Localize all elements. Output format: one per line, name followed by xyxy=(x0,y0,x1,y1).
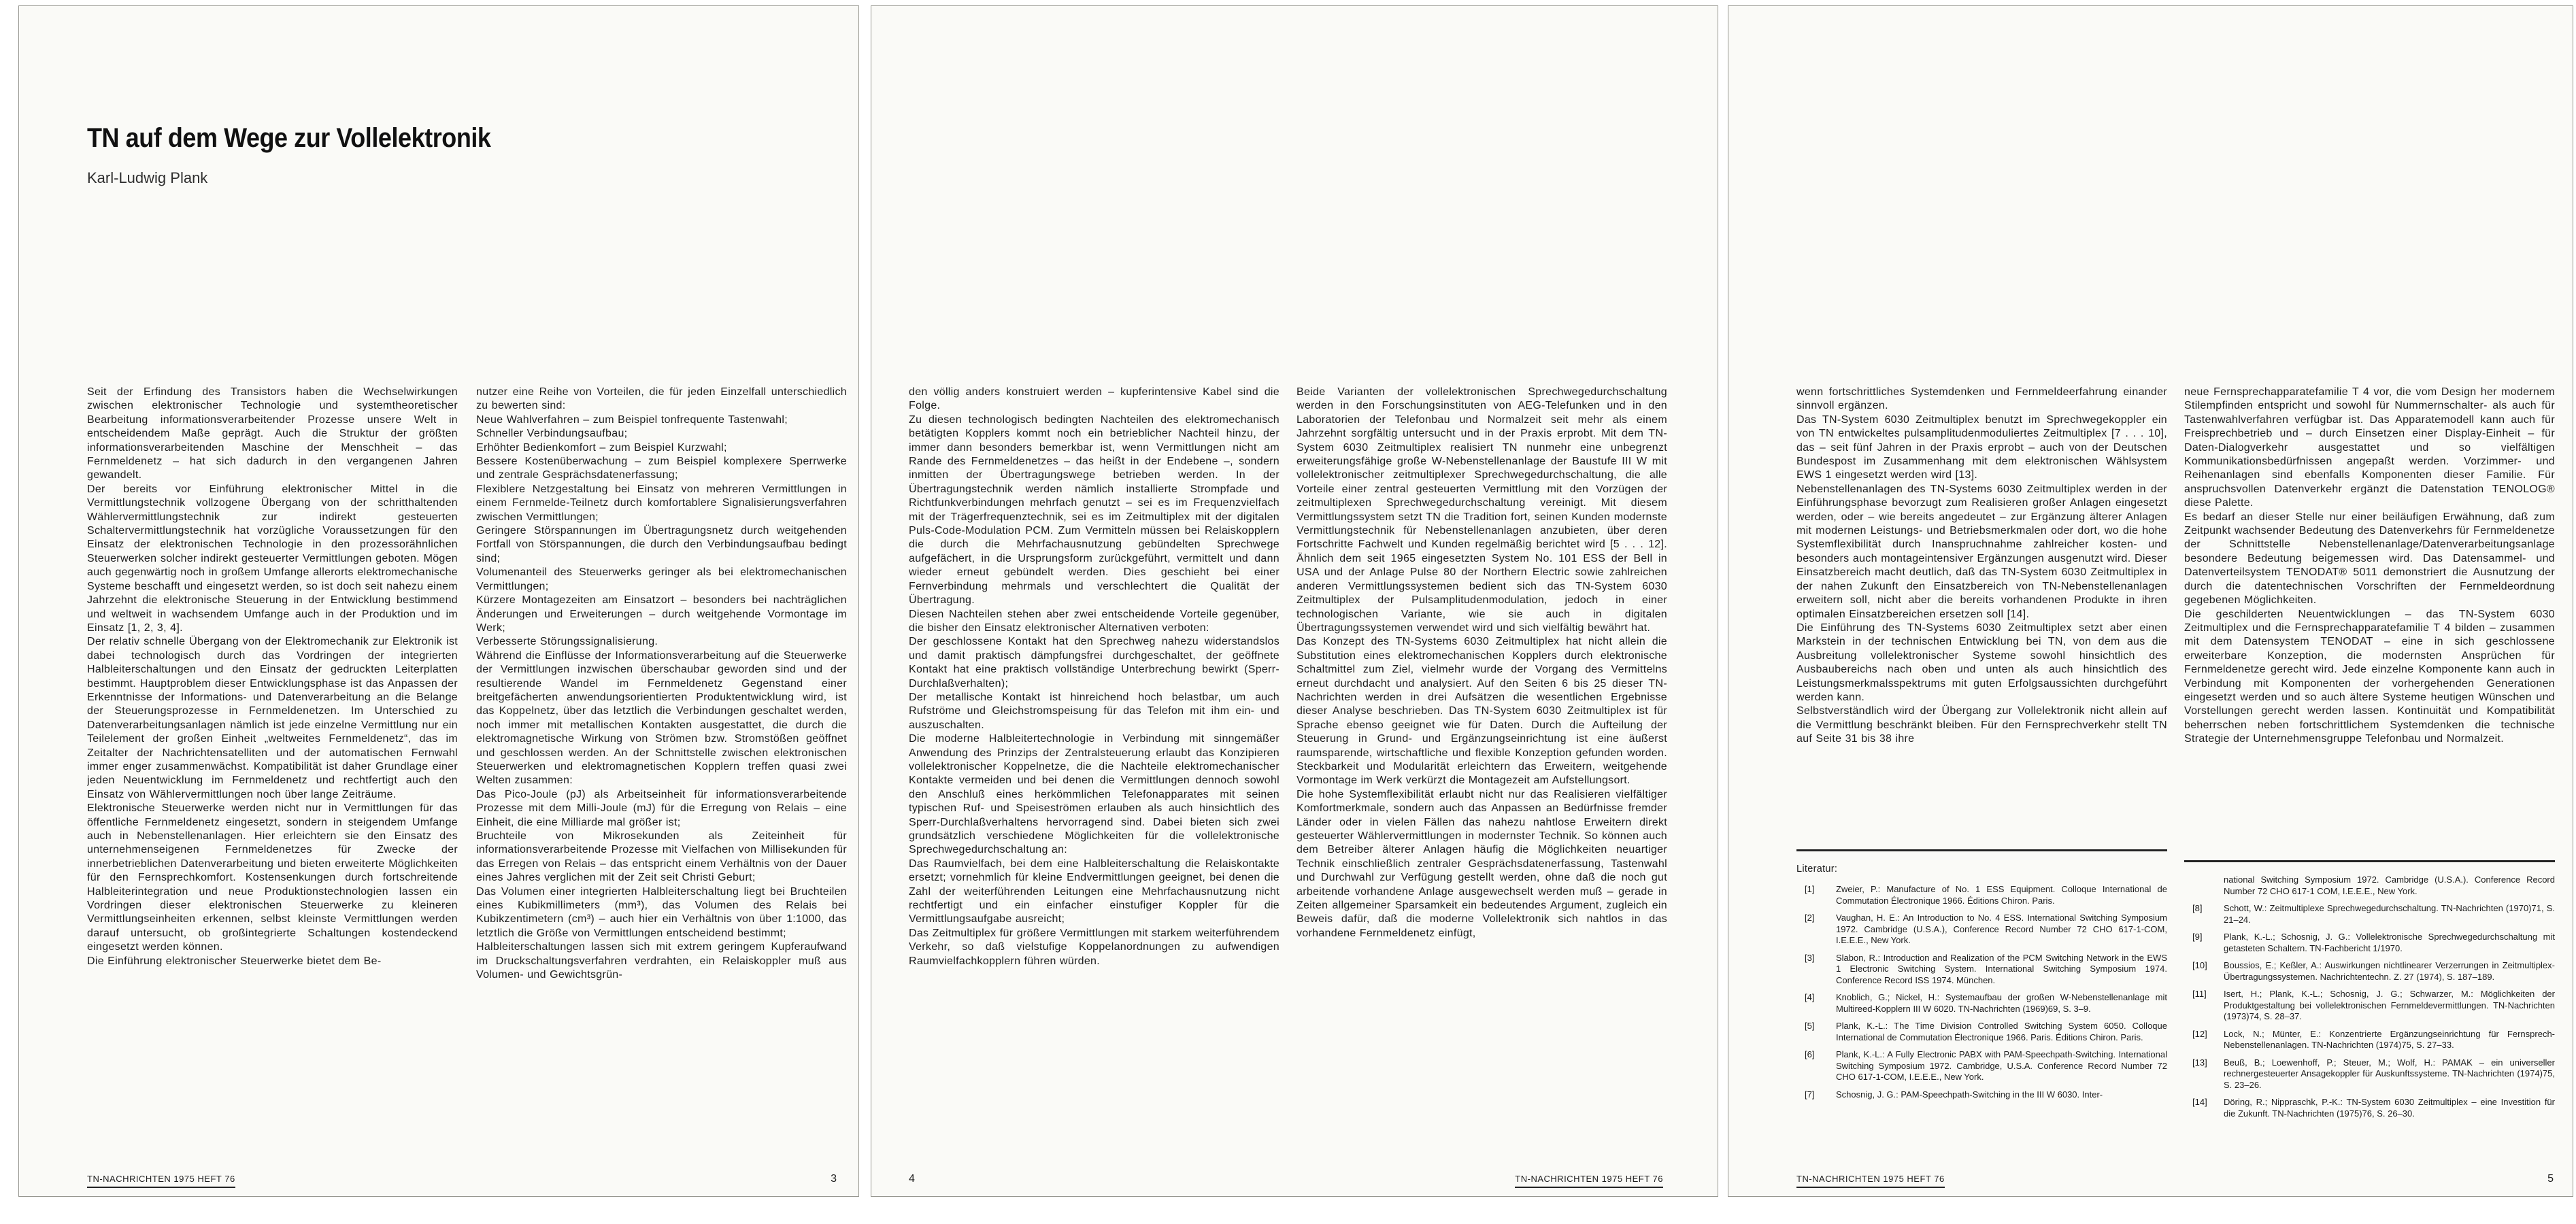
article-author: Karl-Ludwig Plank xyxy=(87,169,208,186)
paragraph: Volumenanteil des Steuerwerks geringer als bei elektromechanischen Vermittlungen; xyxy=(476,566,847,592)
journal-footer-label: TN-NACHRICHTEN 1975 HEFT 76 xyxy=(87,1174,235,1188)
paragraph: Elektronische Steuerwerke werden nicht nur in Vermittlungen für das öffentliche Fernmeldenetz eingesetzt, sondern in steigendem Umfange auch in Nebenstellenanlagen. Hier erleichtern sie den Einsatz des unternehmenseigenen Fernmeldenetzes für Zwecke der innerbetrieblichen Datenverarbeitung und bieten erweiterte Möglichkeiten für den Fernsprechkomfort. Kostensenkungen durch fortschreitende Halbleiterintegration und neue Produktionstechnologien lassen ein Vordringen dieser elektronischen Steuerwerke zu kleineren Vermittlungseinheiten erkennen, selbst kleinste Vermittlungen werden darauf untersucht, ob großintegrierte Schaltungen kostendeckend eingesetzt werden können. xyxy=(87,802,458,953)
reference-list-1 xyxy=(1796,884,2167,1100)
paragraph: Das Pico-Joule (pJ) als Arbeitseinheit für informationsverarbeitende Prozesse mit dem Milli-Joule (mJ) für die Erregung von Relais – eine Einheit, die eine Milliarde mal größer ist; xyxy=(476,788,847,828)
paragraph: Das Volumen einer integrierten Halbleiterschaltung liegt bei Bruchteilen eines Kubikmillimeters (mm³), das Volumen des Relais bei Kubikzentimetern (cm³) – auch hier ein Verhältnis von über 1:1000, das letztlich die Größe von Vermittlungen entscheidend bestimmt; xyxy=(476,885,847,939)
paragraph: Die Einführung elektronischer Steuerwerke bietet dem Be- xyxy=(87,955,382,967)
reference-label: [1] xyxy=(1805,884,1815,894)
reference-text: Plank, K.-L.: A Fully Electronic PABX with PAM-Speechpath-Switching. International Switching Symposium 1972. Cambridge, U.S.A. Conference Record Number 72 CHO 617-1-COM, I.E.E.E., New York. xyxy=(1836,1049,2167,1082)
literature-heading: Literatur: xyxy=(1796,864,1838,874)
paragraph: Diesen Nachteilen stehen aber zwei entscheidende Vorteile gegenüber, die bisher den Einsatz elektronischer Alternativen verboten: xyxy=(909,608,1279,634)
reference-item xyxy=(2184,989,2555,1023)
reference-item xyxy=(2184,903,2555,925)
reference-label: [3] xyxy=(1805,952,1815,963)
reference-text: national Switching Symposium 1972. Cambridge (U.S.A.). Conference Record Number 72 CHO 617-1 COM, I.E.E.E., New York. xyxy=(2224,874,2555,896)
reference-label: [13] xyxy=(2192,1057,2207,1068)
literature-section-col2 xyxy=(2184,860,2555,1125)
reference-text: Beuß, B.; Loewenhoff, P.; Steuer, M.; Wolf, H.: PAMAK – ein universeller rechnergesteuerter Ansagekoppler für Auskunftssysteme. TN-Nachrichten (1974)75, S. 23–26. xyxy=(2224,1057,2555,1090)
page-number: 3 xyxy=(831,1173,837,1185)
reference-item xyxy=(1796,992,2167,1015)
page-5 xyxy=(1728,5,2573,1197)
reference-item xyxy=(1796,1089,2167,1101)
reference-label: [9] xyxy=(2192,932,2203,942)
reference-text: Plank, K.-L.; Schosnig, J. G.: Vollelektronische Sprechwegedurchschaltung mit getasteten Schaltern. TN-Fachbericht 1/1970. xyxy=(2224,932,2555,953)
paragraph: Das Raumvielfach, bei dem eine Halbleiterschaltung die Relaiskontakte ersetzt; vornehmlich für kleine Endvermittlungen geeignet, bei denen die Zahl der weiterführenden Leitungen eine Mehrfachausnutzung nicht rechtfertigt und ein einfacher einstufiger Koppler für die Vermittlungsaufgabe ausreicht; xyxy=(909,857,1279,925)
paragraph: neue Fernsprechapparatefamilie T 4 vor, die vom Design her modernem Stilempfinden entspricht und sowohl für Nummernschalter- als auch für Tastenwahlverfahren verfügbar ist. Das Apparatemodell kann auch für Freisprechbetrieb und – durch Einsetzen einer Display-Einheit – für Daten-Dialogverkehr ausgestattet und so vielfältigen Kommunikationsbedürfnissen angepaßt werden. Vorzimmer- und Reihenanlagen sind ebenfalls Komponenten dieser Familie. Für anspruchsvollen Datenverkehr ergänzt die Datenstation TENOLOG® diese Palette. xyxy=(2184,386,2555,509)
reference-text: Lock, N.; Münter, E.: Konzentrierte Ergänzungseinrichtung für Fernsprech-Nebenstellenanlagen. TN-Nachrichten (1974)75, S. 27–33. xyxy=(2224,1028,2555,1050)
journal-footer-label: TN-NACHRICHTEN 1975 HEFT 76 xyxy=(1796,1174,1945,1188)
paragraph: Verbesserte Störungssignalisierung. xyxy=(476,636,658,648)
reference-item xyxy=(1796,953,2167,987)
paragraph: Zu diesen technologisch bedingten Nachteilen des elektromechanisch betätigten Kopplers kommt noch ein betrieblicher Nachteil hinzu, der immer dann besonders bemerkbar ist, wenn Vermittlungen nicht am Rande des Fernmeldenetzes – das heißt in der Endebene –, sondern inmitten der Übertragungswege betrieben werden. In der Übertragungstechnik werden nämlich installierte Strompfade und Richtfunkverbindungen mehrfach genutzt – sei es im Frequenzvielfach mit der Trägerfrequenztechnik, sei es im Zeitmultiplex mit der digitalen Puls-Code-Modulation PCM. Zum Vermitteln müssen bei Relaiskopplern die durch die Mehrfachausnutzung gebündelten Sprechwege aufgefächert, in die Ursprungsform zurückgeführt, vermittelt und dann wieder erneut gebündelt werden. Dies geschieht bei einer Fernverbindung mehrmals und verschlechtert die Qualität der Übertragung. xyxy=(909,413,1279,607)
page5-footer xyxy=(1796,1173,2554,1188)
reference-text: Schosnig, J. G.: PAM-Speechpath-Switching in the III W 6030. Inter- xyxy=(1836,1089,2103,1100)
page-number: 5 xyxy=(2547,1173,2554,1185)
paragraph: Die hohe Systemflexibilität erlaubt nicht nur das Realisieren vielfältiger Komfortmerkmale, sondern auch das Anpassen an Bedürfnisse fremder Länder oder in vielen Fällen das nahezu nahtlose Erweitern direkt gesteuerter Wählervermittlungen in modernster Technik. So können auch dem Betreiber älterer Anlagen häufig die Möglichkeiten neuartiger Technik einschließlich zentraler Gesprächsdatenerfassung, Tastenwahl und Durchwahl zur Verfügung gestellt werden, ohne daß die noch gut arbeitende vorhandene Anlage ausgewechselt werden muß – gerade in Zeiten allgemeiner Sparsamkeit ein bedeutendes Argument, zugleich ein Beweis dafür, daß die moderne Vollelektronik sich nahtlos in das vorhandene Fernmeldenetz einfügt, xyxy=(1297,788,1667,939)
paragraph: den völlig anders konstruiert werden – kupferintensive Kabel sind die Folge. xyxy=(909,386,1279,412)
paragraph: Schneller Verbindungsaufbau; xyxy=(476,428,628,440)
paragraph: Der relativ schnelle Übergang von der Elektromechanik zur Elektronik ist dabei technologisch durch das Vordringen der integrierten Halbleiterschaltungen und den Einsatz der gedruckten Leiterplatten bestimmt. Hauptproblem dieser Entwicklungsphase ist das Anpassen der Erkenntnisse der Informations- und Datenverarbeitung an die Belange der Steuerungsprozesse in Fernmeldenetzen. Im Unterschied zu Datenverarbeitungsanlagen nämlich ist jede einzelne Vermittlung nur ein Teilelement der großen Einheit „weltweites Fernmeldenetz“, das im Zeitalter der Nachrichtensatelliten und der automatischen Fernwahl immer enger zusammenwächst. Kompatibilität ist daher Grundlage einer jeden Neuentwicklung im Fernmeldenetz und rechtfertigt auch den Einsatz von Wählervermittlungen noch über lange Zeiträume. xyxy=(87,636,458,800)
reference-item xyxy=(2184,1029,2555,1051)
paragraph: Die moderne Halbleitertechnologie in Verbindung mit sinngemäßer Anwendung des Prinzips der Zentralsteuerung erlaubt das Konzipieren vollelektronischer Koppelnetze, die die Nachteile elektromechanischer Kontakte vermeiden und bei denen die Vermittlungen dennoch sowohl den Anschluß eines herkömmlichen Telefonapparates mit seinen typischen Ruf- und Speiseströmen erlauben als auch hinsichtlich des Sperr-Durchlaßverhaltens hervorragend sind. Dabei bieten sich zwei grundsätzlich verschiedene Möglichkeiten für die vollelektronische Sprechwegedurchschaltung an: xyxy=(909,733,1279,856)
page4-footer xyxy=(909,1173,1663,1188)
reference-item xyxy=(2184,932,2555,954)
paragraph: wenn fortschrittliches Systemdenken und Fernmeldeerfahrung einander sinnvoll ergänzen. xyxy=(1796,386,2167,412)
paragraph: Die Einführung des TN-Systems 6030 Zeitmultiplex setzt aber einen Markstein in der technischen Entwicklung bei TN, von dem aus die Ausbreitung vollelektronischer Systeme sowohl hinsichtlich des Ausbaubereichs nach oben und unten als auch hinsichtlich des Leistungsmerkmalsspektrums mit guten Erfolgsaussichten durchgeführt werden kann. xyxy=(1796,622,2167,703)
reference-text: Slabon, R.: Introduction and Realization of the PCM Switching Network in the EWS 1 Electronic Switching System. International Switching Symposium 1974. Conference Record ISS 1974. München. xyxy=(1836,952,2167,985)
reference-item xyxy=(1796,913,2167,947)
page5-column-1 xyxy=(1796,386,2167,855)
paragraph: Bessere Kostenüberwachung – zum Beispiel komplexere Sperrwerke und zentrale Gesprächsdatenerfassung; xyxy=(476,456,847,481)
paragraph: Flexiblere Netzgestaltung bei Einsatz von mehreren Vermittlungen in einem Fernmelde-Teilnetz durch komfortablere Signalisierungsverfahren zwischen Vermittlungen; xyxy=(476,483,847,523)
section-divider-rule xyxy=(1796,849,2167,851)
paragraph: Der bereits vor Einführung elektronischer Mittel in die Vermittlungstechnik vollzogene Übergang von der schritthaltenden Wählervermittlungstechnik zur indirekt gesteuerten Schaltervermittlungstechnik hat vorzügliche Voraussetzungen für den Einsatz der elektronischen Technologie in den prozessorähnlichen Steuerwerken solcher indirekt gesteuerter Vermittlungen geboten. Mögen auch gegenwärtig noch in großem Umfange allerorts elektromechanische Systeme beschafft und eingesetzt werden, so ist doch seit nahezu einem Jahrzehnt die elektronische Steuerung in der Entwicklung bestimmend und weltweit in wachsendem Umfange auch in der Produktion und im Einsatz [1, 2, 3, 4]. xyxy=(87,483,458,634)
paragraph: Nebenstellenanlagen des TN-Systems 6030 Zeitmultiplex werden in der Einführungsphase bevorzugt zum Realisieren großer Anlagen eingesetzt werden, oder – wie bereits angedeutet – zur Ergänzung älterer Anlagen mit modernen Leistungs- und Betriebsmerkmalen oder dort, wo die hohe Systemflexibilität durch Inanspruchnahme zahlreicher kosten- und besonders auch montageintensiver Ergänzungen ausgenutzt wird. Dieser Einsatzbereich macht deutlich, daß das TN-System 6030 Zeitmultiplex in der nahen Zukunft den Einsatzbereich von TN-Nebenstellenanlagen erweitern soll, nicht aber die bereits vorhandenen Produkte in ihren optimalen Einsatzbereichen ersetzen soll [14]. xyxy=(1796,483,2167,620)
page-number: 4 xyxy=(909,1173,915,1185)
reference-text: Isert, H.; Plank, K.-L.; Schosnig, J. G.; Schwarzer, M.: Möglichkeiten der Produktgestaltung bei vollelektronischen Fernmeldevermittlungen. TN-Nachrichten (1973)74, S. 28–37. xyxy=(2224,989,2555,1021)
paragraph: Das Konzept des TN-Systems 6030 Zeitmultiplex hat nicht allein die Substitution eines elektromechanischen Kopplers durch elektronische Schaltmittel zum Ziel, vielmehr wurde der Vorgang des Vermittelns erneut durchdacht und analysiert. Auf den Seiten 6 bis 25 dieser TN-Nachrichten werden in drei Aufsätzen die wesentlichen Ergebnisse dieser Analyse beschrieben. Das TN-System 6030 Zeitmultiplex ist für Sprache ebenso geeignet wie für Daten. Durch die Aufteilung der Steuerung in Grund- und Ergänzungseinrichtung ist eine äußerst raumsparende, wirtschaftliche und flexible Konzeption gefunden worden. Steckbarkeit und Modularität erleichtern das Erweitern, weitgehende Vormontage im Werk verkürzt die Montagezeit am Aufstellungsort. xyxy=(1297,636,1667,787)
page-4 xyxy=(871,5,1718,1197)
reference-label: [7] xyxy=(1805,1089,1815,1100)
paragraph: Selbstverständlich wird der Übergang zur Vollelektronik nicht allein auf die Vermittlung beschränkt bleiben. Für den Fernsprechverkehr stellt TN auf Seite 31 bis 38 ihre xyxy=(1796,705,2167,745)
reference-text: Boussios, E.; Keßler, A.: Auswirkungen nichtlinearer Verzerrungen in Zeitmultiplex-Übertragungssystemen. Nachrichtentechn. Z. 27 (1974), S. 187–189. xyxy=(2224,960,2555,982)
reference-text: Vaughan, H. E.: An Introduction to No. 4 ESS. International Switching Symposium 1972. Cambridge (U.S.A.), Conference Record Number 72 CHO 617-1-COM, I.E.E.E., New York. xyxy=(1836,913,2167,945)
reference-label: [14] xyxy=(2192,1097,2207,1107)
reference-text: Zweier, P.: Manufacture of No. 1 ESS Equipment. Colloque International de Commutation Électronique 1966. Éditions Chiron. Paris. xyxy=(1836,884,2167,906)
reference-item xyxy=(1796,884,2167,906)
reference-item xyxy=(2184,874,2555,897)
reference-text: Knoblich, G.; Nickel, H.: Systemaufbau der großen W-Nebenstellenanlage mit Multireed-Kopplern III W 6020. TN-Nachrichten (1969)69, S. 3–9. xyxy=(1836,992,2167,1014)
reference-text: Schott, W.: Zeitmultiplexe Sprechwegedurchschaltung. TN-Nachrichten (1970)71, S. 21–24. xyxy=(2224,903,2555,925)
paragraph: Während die Einflüsse der Informationsverarbeitung auf die Steuerwerke der Vermittlungen inzwischen überschaubar geworden sind und der resultierende Wandel im Fernmeldenetz Gegenstand einer breitgefächerten anwendungsorientierten Produktentwicklung wird, ist das Koppelnetz, über das letztlich die Verbindungen geschaltet werden, noch immer mit metallischen Kontakten ausgestattet, die durch die elektromagnetische Wirkung von Strömen bzw. Stromstößen geöffnet und geschlossen werden. An der Schnittstelle zwischen elektronischen Steuerwerken und elektromagnetischen Kopplern treffen quasi zwei Welten zusammen: xyxy=(476,649,847,787)
reference-label: [4] xyxy=(1805,992,1815,1002)
reference-label: [12] xyxy=(2192,1028,2207,1039)
paragraph: Bruchteile von Mikrosekunden als Zeiteinheit für informationsverarbeitende Prozesse mit Vielfachen von Millisekunden für das Erregen von Relais – das entspricht einem Verhältnis von der Dauer eines Jahres verglichen mit der Zeit seit Christi Geburt; xyxy=(476,830,847,884)
paragraph: Seit der Erfindung des Transistors haben die Wechselwirkungen zwischen elektronischer Technologie und systemtheoretischer Bearbeitung informationsverarbeitender Prozesse unsere Welt in entscheidendem Maße geprägt. Auch die Struktur der größten informationsverarbeitenden Maschine der Menschheit – das Fernmeldenetz – hat sich dadurch in den vergangenen Jahren gewandelt. xyxy=(87,386,458,481)
paragraph: Kürzere Montagezeiten am Einsatzort – besonders bei nachträglichen Änderungen und Erweiterungen – durch weitgehende Vormontage im Werk; xyxy=(476,594,847,634)
paragraph: Es bedarf an dieser Stelle nur einer beiläufigen Erwähnung, daß zum Zeitpunkt wachsender Bedeutung des Datenverkehrs für Fernmeldenetze der Schnittstelle Nebenstellenanlage/Datenverarbeitungsanlage besondere Bedeutung beigemessen wird. Das Datensammel- und Datenverteilsystem TENODAT® 5011 demonstriert die Ausnutzung der durch die datentechnischen Vorschriften der Fernmeldeordnung gegebenen Möglichkeiten. xyxy=(2184,511,2555,607)
page3-column-2 xyxy=(476,386,847,1168)
reference-label: [5] xyxy=(1805,1021,1815,1031)
paragraph: nutzer eine Reihe von Vorteilen, die für jeden Einzelfall unterschiedlich zu bewerten sind: xyxy=(476,386,847,412)
reference-item xyxy=(2184,960,2555,983)
page4-column-1 xyxy=(909,386,1279,1168)
paragraph: Der metallische Kontakt ist hinreichend hoch belastbar, um auch Rufströme und Gleichstromspeisung für das Telefon mit ihm ein- und auszuschalten. xyxy=(909,691,1279,731)
reference-item xyxy=(2184,1097,2555,1119)
paragraph: Das TN-System 6030 Zeitmultiplex benutzt im Sprechwegekoppler ein von TN entwickeltes pulsamplitudenmoduliertes Zeitmultiplex [7 . . . 10], das – seit fünf Jahren in der Praxis erprobt – auch von der Deutschen Bundespost im Zusammenhang mit dem elektronischen Wählsystem EWS 1 eingesetzt werden wird [13]. xyxy=(1796,413,2167,481)
paragraph: Geringere Störspannungen im Übertragungsnetz durch weitgehenden Fortfall von Störspannungen, die durch den Verbindungsaufbau bedingt sind; xyxy=(476,525,847,564)
paragraph: Halbleiterschaltungen lassen sich mit extrem geringem Kupferaufwand im Druckschaltungsverfahren verdrahten, ein Relaiskoppler muß aus Volumen- und Gewichtsgrün- xyxy=(476,941,847,981)
page4-column-2 xyxy=(1297,386,1667,1168)
paragraph: Die geschilderten Neuentwicklungen – das TN-System 6030 Zeitmultiplex und die Fernsprechapparatefamilie T 4 bilden – zusammen mit dem Datensystem TENODAT – eine in sich geschlossene erweiterbare Konzeption, die modernsten Ansprüchen für Fernmeldenetze gerecht wird. Jede einzelne Komponente kann auch in Verbindung mit Komponenten der vorhergehenden Generationen eingesetzt werden und so auch ältere Systeme heutigen Wünschen und Vorstellungen gerecht werden lassen. Kontinuität und Kompatibilität beherrschen neben fortschrittlichem Systemdenken die technische Strategie der Unternehmensgruppe Telefonbau und Normalzeit. xyxy=(2184,608,2555,745)
journal-footer-label: TN-NACHRICHTEN 1975 HEFT 76 xyxy=(1515,1174,1663,1188)
page3-footer xyxy=(87,1173,837,1188)
paragraph: Erhöhter Bedienkomfort – zum Beispiel Kurzwahl; xyxy=(476,441,727,454)
paragraph: Beide Varianten der vollelektronischen Sprechwegedurchschaltung werden in den Forschungsinstituten von AEG-Telefunken und in den Laboratorien der Telefonbau und Normalzeit seit mehr als einem Jahrzehnt sorgfältig untersucht und in der Praxis erprobt. Mit dem TN-System 6030 Zeitmultiplex realisiert TN nunmehr eine unbegrenzt erweiterungsfähige große W-Nebenstellenanlage der Baustufe III W mit vollelektronischer zeitmultiplexer Sprechwegedurchschaltung, die alle Vorteile einer zentral gesteuerten Vermittlung mit den Vorzügen der zeitmultiplexen Sprechwegedurchschaltung vereinigt. Mit diesem Vermittlungssystem setzt TN die Tradition fort, seinen Kunden modernste Vermittlungstechnik für Nebenstellenanlagen anzubieten, über deren Fortschritte Fachwelt und Kunden regelmäßig berichtet wird [5 . . . 12]. Ähnlich dem seit 1965 eingesetzten System No. 101 ESS der Bell in USA und der Anlage Pulse 80 der Northern Electric sowie zahlreichen anderen Vermittlungssystemen bedient sich das TN-System 6030 Zeitmultiplex der Pulsamplitudenmodulation, jedoch in einer technologischen Variante, wie sie auch in digitalen Übertragungssystemen verwendet wird und sich vielfältig bewährt hat. xyxy=(1297,386,1667,634)
reference-label: [10] xyxy=(2192,960,2207,970)
reference-label: [2] xyxy=(1805,913,1815,923)
page3-column-1 xyxy=(87,386,458,1168)
reference-text: Döring, R.; Nippraschk, P.-K.: TN-System 6030 Zeitmultiplex – eine Investition für die Zukunft. TN-Nachrichten (1975)76, S. 26–30. xyxy=(2224,1097,2555,1119)
reference-label: [8] xyxy=(2192,903,2203,913)
literature-section-col1 xyxy=(1796,849,2167,1106)
reference-item xyxy=(1796,1021,2167,1043)
article-title: TN auf dem Wege zur Vollelektronik xyxy=(87,123,491,153)
reference-text: Plank, K.-L.: The Time Division Controlled Switching System 6050. Colloque International de Commutation Électronique 1966. Paris. Éditions Chiron. Paris. xyxy=(1836,1021,2167,1042)
reference-item xyxy=(1796,1049,2167,1083)
reference-item xyxy=(2184,1057,2555,1091)
reference-label: [11] xyxy=(2192,989,2207,999)
paragraph: Das Zeitmultiplex für größere Vermittlungen mit starkem weiterführendem Verkehr, so daß vielstufige Koppelanordnungen zu aufwendigen Raumvielfachkopplern führen würden. xyxy=(909,927,1279,967)
page5-column-2 xyxy=(2184,386,2555,862)
paragraph: Der geschlossene Kontakt hat den Sprechweg nahezu widerstandslos und damit praktisch dämpfungsfrei durchgeschaltet, der geöffnete Kontakt hat eine praktisch vollständige Unterbrechung bewirkt (Sperr-Durchlaßverhalten); xyxy=(909,636,1279,690)
reference-label: [6] xyxy=(1805,1049,1815,1059)
page-3 xyxy=(18,5,859,1197)
reference-list-2 xyxy=(2184,874,2555,1119)
section-divider-rule xyxy=(2184,860,2555,862)
paragraph: Neue Wahlverfahren – zum Beispiel tonfrequente Tastenwahl; xyxy=(476,413,788,426)
